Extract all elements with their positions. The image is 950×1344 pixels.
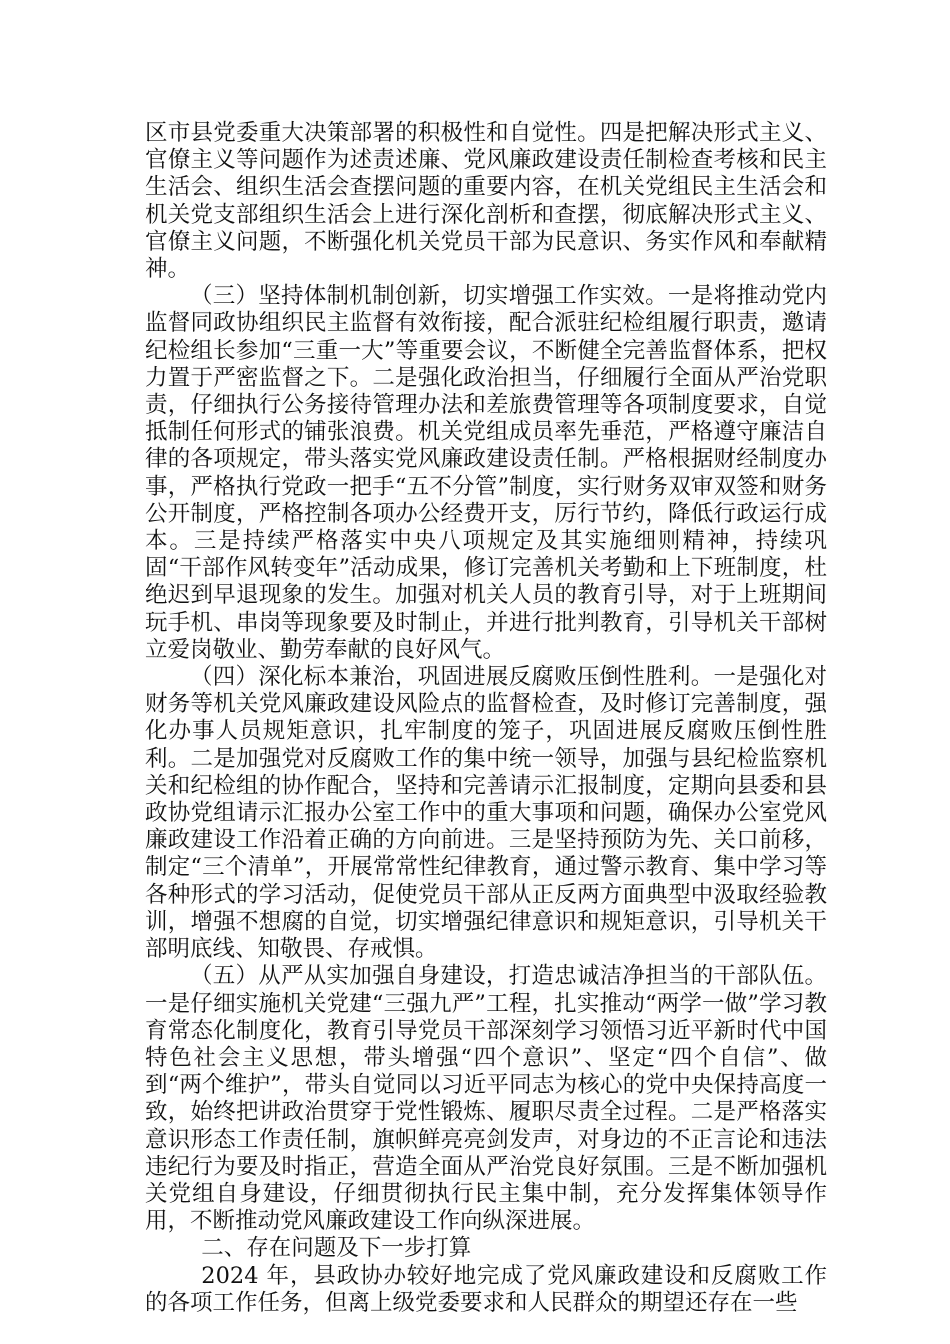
paragraph-continuation: 区市县党委重大决策部署的积极性和自觉性。四是把解决形式主义、官僚主义等问题作为述责述廉、党风廉政建设责任制检查考核和民主生活会、组织生活会查摆问题的重要内容，在机关党组民主生活会和机关党支部组织生活会上进行深化剖析和查摆，彻底解决形式主义、官僚主义问题，不断强化机关党员干部为民意识、务实作风和奉献精神。 <box>145 120 827 283</box>
paragraph-section-4: （四）深化标本兼治，巩固进展反腐败压倒性胜利。一是强化对财务等机关党风廉政建设风险点的监督检查，及时修订完善制度，强化办事人员规矩意识，扎牢制度的笼子，巩固进展反腐败压倒性胜利。二是加强党对反腐败工作的集中统一领导，加强与县纪检监察机关和纪检组的协作配合，坚持和完善请示汇报制度，定期向县委和县政协党组请示汇报办公室工作中的重大事项和问题，确保办公室党风廉政建设工作沿着正确的方向前进。三是坚持预防为先、关口前移，制定“三个清单”，开展常常性纪律教育，通过警示教育、集中学习等各种形式的学习活动，促使党员干部从正反两方面典型中汲取经验教训，增强不想腐的自觉，切实增强纪律意识和规矩意识，引导机关干部明底线、知敬畏、存戒惧。 <box>145 664 827 963</box>
document-page <box>145 120 827 1317</box>
paragraph-2024-summary: 2024 年，县政协办较好地完成了党风廉政建设和反腐败工作的各项工作任务，但离上级党委要求和人民群众的期望还存在一些 <box>145 1262 827 1316</box>
section-heading-issues: 二、存在问题及下一步打算 <box>201 1235 472 1262</box>
paragraph-section-5: （五）从严从实加强自身建设，打造忠诚洁净担当的干部队伍。一是仔细实施机关党建“三强九严”工程，扎实推动“两学一做”学习教育常态化制度化，教育引导党员干部深刻学习领悟习近平新时代中国特色社会主义思想，带头增强“四个意识”、坚定“四个自信”、做到“两个维护”，带头自觉同以习近平同志为核心的党中央保持高度一致，始终把讲政治贯穿于党性锻炼、履职尽责全过程。二是严格落实意识形态工作责任制，旗帜鲜亮亮剑发声，对身边的不正言论和违法违纪行为要及时指正，营造全面从严治党良好氛围。三是不断加强机关党组自身建设，仔细贯彻执行民主集中制，充分发挥集体领导作用，不断推动党风廉政建设工作向纵深进展。 <box>145 963 827 1235</box>
paragraph-section-3: （三）坚持体制机制创新，切实增强工作实效。一是将推动党内监督同政协组织民主监督有效衔接，配合派驻纪检组履行职责，邀请纪检组长参加“三重一大”等重要会议，不断健全完善监督体系，把权力置于严密监督之下。二是强化政治担当，仔细履行全面从严治党职责，仔细执行公务接待管理办法和差旅费管理等各项制度要求，自觉抵制任何形式的铺张浪费。机关党组成员率先垂范，严格遵守廉洁自律的各项规定，带头落实党风廉政建设责任制。严格根据财经制度办事，严格执行党政一把手“五不分管”制度，实行财务双审双签和财务公开制度，严格控制各项办公经费开支，厉行节约，降低行政运行成本。三是持续严格落实中央八项规定及其实施细则精神，持续巩固“干部作风转变年”活动成果，修订完善机关考勤和上下班制度，杜绝迟到早退现象的发生。加强对机关人员的教育引导，对于上班期间玩手机、串岗等现象要及时制止，并进行批判教育，引导机关干部树立爱岗敬业、勤劳奉献的良好风气。 <box>145 283 827 663</box>
